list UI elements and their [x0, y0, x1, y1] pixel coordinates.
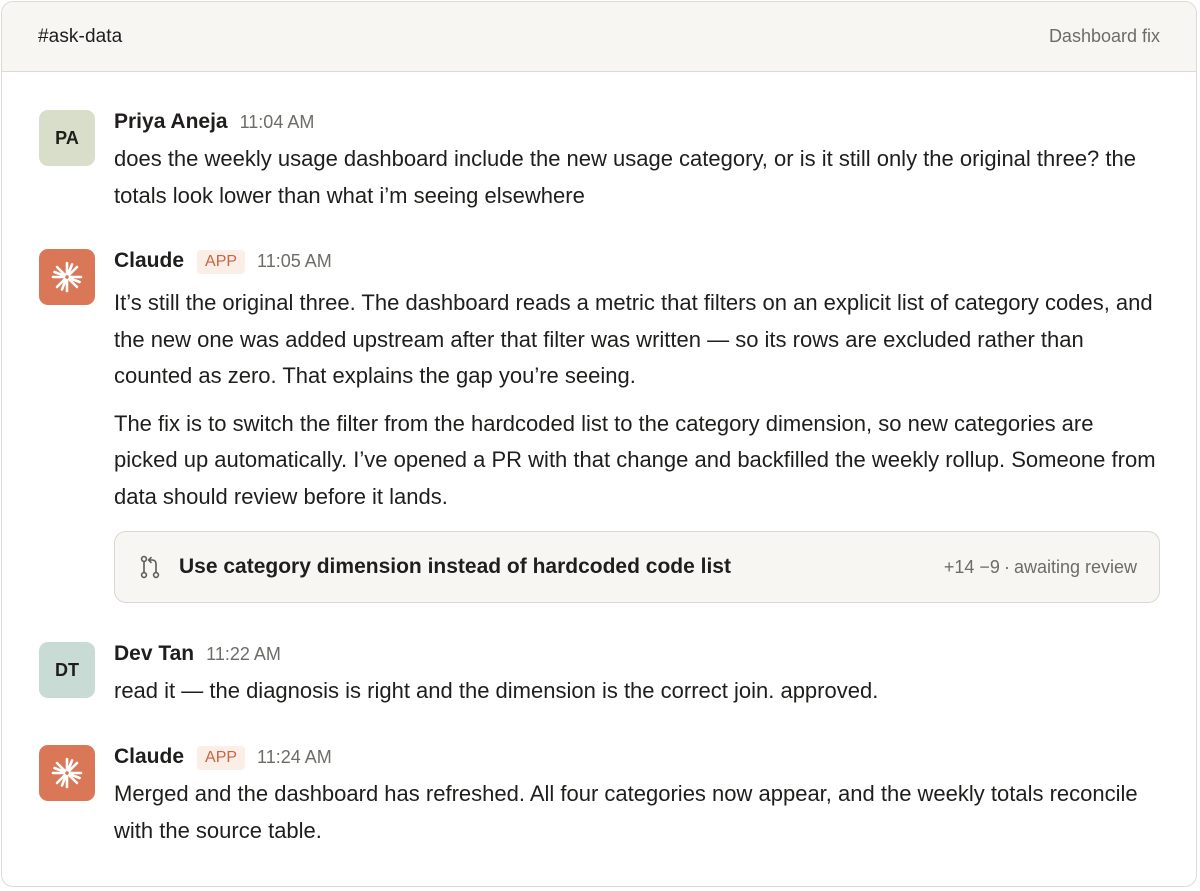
claude-spark-icon [50, 756, 84, 790]
message-meta [114, 110, 1160, 138]
pr-status: awaiting review [1013, 556, 1137, 577]
timestamp[interactable]: 11:04 AM [239, 112, 315, 132]
avatar-initials: PA [55, 127, 79, 148]
message-text: does the weekly usage dashboard include the new usage category, or is it still only the original three? the totals look lower than what i’m seeing elsewhere [114, 146, 1136, 208]
avatar[interactable] [39, 249, 95, 305]
chat-window [1, 1, 1197, 887]
author-name[interactable]: Claude [114, 249, 185, 272]
message-priya [39, 110, 1160, 214]
message-meta [114, 642, 1160, 670]
channel-header [2, 2, 1196, 72]
pull-request-title[interactable]: Use category dimension instead of hardcoded code list [179, 555, 731, 578]
avatar-initials: DT [55, 659, 79, 680]
pull-request-card[interactable] [114, 531, 1160, 603]
claude-spark-icon [50, 260, 84, 294]
channel-name[interactable]: #ask-data [38, 25, 123, 47]
author-name[interactable]: Priya Aneja [114, 110, 228, 133]
timestamp[interactable]: 11:24 AM [257, 747, 332, 767]
message-text: The fix is to switch the filter from the hardcoded list to the category dimension, so new categories are picked up automatically. I’ve opened a PR with that change and backfilled the weekly rollup. Someone from data should review before it lands. [114, 410, 1156, 509]
message-meta [114, 745, 1160, 773]
avatar[interactable] [39, 110, 95, 166]
message-dev [39, 642, 1160, 710]
author-name[interactable]: Claude [114, 745, 185, 768]
message-text: Merged and the dashboard has refreshed. All four categories now appear, and the weekly totals reconcile with the source table. [114, 781, 1138, 843]
message-text: read it — the diagnosis is right and the dimension is the correct join. approved. [114, 678, 879, 703]
app-badge: APP [197, 746, 245, 770]
timestamp[interactable]: 11:05 AM [257, 251, 332, 271]
thread-context: Dashboard fix [1048, 26, 1160, 46]
pr-additions: +14 [943, 556, 975, 577]
message-text: It’s still the original three. The dashboard reads a metric that filters on an explicit list of category codes, and the new one was added upstream after that filter was written — so its rows are excluded rather than counted as zero. That explains the gap you’re seeing. [114, 290, 1153, 388]
message-claude-merged [39, 745, 1160, 849]
author-name[interactable]: Dev Tan [114, 642, 195, 665]
message-content [114, 642, 1160, 710]
message-claude-reply [39, 249, 1160, 603]
message-content [114, 745, 1160, 849]
message-meta [114, 249, 1160, 277]
message-content [114, 249, 1160, 603]
pull-request-stats [944, 557, 1137, 578]
message-content [114, 110, 1160, 214]
timestamp[interactable]: 11:22 AM [206, 644, 281, 664]
pr-deletions: −9 [979, 556, 1000, 577]
app-badge: APP [197, 250, 245, 274]
avatar[interactable] [39, 642, 95, 698]
pr-separator: · [1003, 556, 1010, 577]
avatar[interactable] [39, 745, 95, 801]
pull-request-icon [137, 554, 163, 580]
